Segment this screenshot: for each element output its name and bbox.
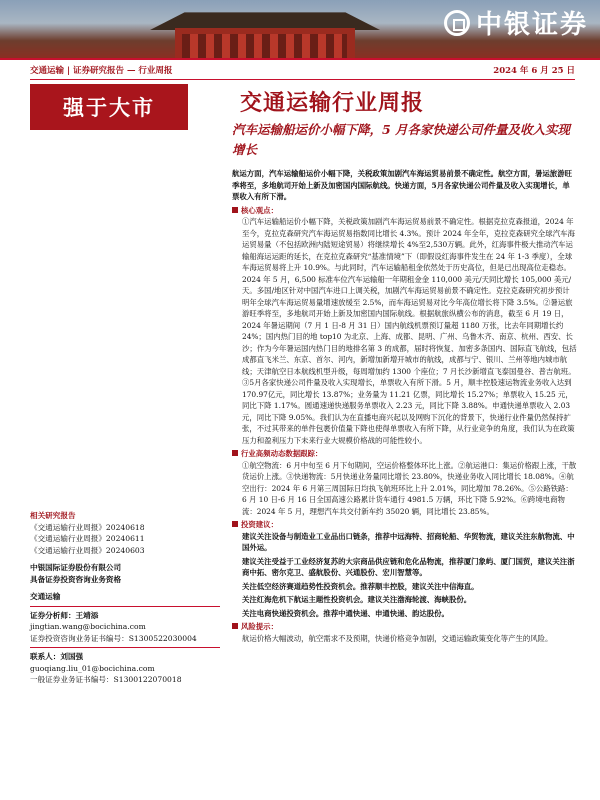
report-date: 2024 年 6 月 25 日 bbox=[493, 66, 575, 76]
company-logo bbox=[444, 4, 588, 41]
related-report-link[interactable]: 《交通运输行业周报》20240618 bbox=[30, 522, 145, 532]
invest-item: 关注红海危机下航运主题性投资机会。建议关注渤海轮渡、海峡股份。 bbox=[242, 595, 472, 604]
analyst-email[interactable]: jingtian.wang@bocichina.com bbox=[30, 622, 146, 631]
analyst-cert: 证券投资咨询业务证书编号：S1300522030004 bbox=[30, 633, 197, 643]
core-paragraph: ①汽车运输船运价小幅下降，关税政策加剧汽车海运贸易前景不确定性。根据克拉克森报道，2024 年至今，克拉克森研究汽车海运贸易指数同比增长 4.3%。预计 2024 年全年，克拉克森研究全球汽车海运贸易量（不包括欧洲内陆短途贸易）将继续增长 4%至2,530万辆。此外，红海事件极大推动汽车运输船海运运距的延长，在克拉克森研究“基准情境”下（即假设红海事件发生在 24 年 1-3 季度），全球车海运贸易将上升 10.9%。与此同时，汽车运输船租金依然处于历史高位，但是已出现高位走稳态。2024 年 5 月，6,500 标准车位汽车运输船一年期租金金 110,000 美元/天同比增长 105,000 美元/天。多国/地区针对中国汽车进口上调关税，加剧汽车海运贸易前景不确定性。克拉克森研究初步预计明年全球汽车海运贸易量增速放缓至 2.5%，而车海运贸易对比今年高位增长将下降 3.5%。②暑运旅游旺季将至，多地航司开始上新及加密国内国际航线。根据航旅纵横公布的消息，截至 6 月 19 日，2024 年暑运期间（7 月 1 日-8 月 31 日）国内航线机票预订量超 1180 万张，比去年同期增长约 24%；国内热门目的地 top10 为北京、上海、成都、昆明、广州、乌鲁木齐、南京、杭州、西安、长沙；作为今年暑运国内热门目的地排名第 3 的成都，届时将恢复、加密多条国内、国际直飞航线，包括成都直飞米兰、东京、首尔、河内，新增加新增开城市的航线，成都与宁、银川、兰州等地内城市航线；天津航空日本航线机型升级，每周增加约 1300 个座位；7 月长沙新增直飞泰国曼谷、普吉航班。③5月各家快递公司件量及收入实现增长，单票收入有所下滑。5 月，顺丰控股速运物流业务收入达到 170.97亿元，同比增长 13.87%；业务量为 11.21 亿票，同比增长 15.27%；单票收入 15.25 元，同比下降 1.17%。圆通速递快递服务单票收入 2.23 元，同比下降 3.88%。申通快递单票收入 2.03 元，同比下降 9.05%。我们认为在直播电商兴起以及网购下沉化的背景下，快递行业件量仍然保持扩张，不过其带来的单件包裹价值量下降也使得单票收入有所下降，从行业竞争的角度，我们认为在政策压力和盈利压力下未来行业大规模价格战的可能性较小。 bbox=[242, 217, 577, 445]
section-bullet-icon bbox=[232, 207, 238, 213]
related-reports-title: 相关研究报告 bbox=[30, 511, 76, 520]
sector-label: 交通运输 bbox=[30, 592, 61, 601]
summary-paragraph: 航运方面，汽车运输船运价小幅下降，关税政策加剧汽车海运贸易前景不确定性。航空方面，暑运旅游旺季将至，多地航司开始上新及加密国内国际航线。快递方面，5月各家快递公司件量及收入实现增长，单票收入有所下滑。 bbox=[232, 169, 572, 201]
breadcrumb: 交通运输 | 证券研究报告 — 行业周报 bbox=[30, 66, 173, 76]
page-title: 交通运输行业周报 bbox=[240, 90, 425, 116]
boc-logo-icon bbox=[444, 10, 470, 36]
invest-item: 关注低空经济赛道趋势性投资机会。推荐顺丰控股，建议关注中信海直。 bbox=[242, 581, 479, 591]
analyst-name: 证券分析师：王靖添 bbox=[30, 610, 99, 620]
risk-section-title: 风险提示： bbox=[232, 621, 577, 633]
invest-item: 关注电商快递投资机会。推荐中通快递、申通快递、韵达股份。 bbox=[242, 608, 449, 618]
invest-item: 建议关注受益于工业经济复苏的大宗商品供应链和危化品物流，推荐厦门象屿、厦门国贸，建议关注浙商中拓、密尔克卫、盛航股份、兴通股份、宏川智慧等。 bbox=[242, 556, 575, 577]
risk-paragraph: 航运价格大幅波动，航空需求不及预期，快递价格竞争加剧，交通运输政策变化等产生的风险。 bbox=[242, 633, 553, 643]
sub-header bbox=[30, 64, 575, 80]
related-report-link[interactable]: 《交通运输行业周报》20240611 bbox=[30, 534, 145, 543]
contact-email[interactable]: guoqiang.liu_01@bocichina.com bbox=[30, 663, 155, 673]
contact-name: 联系人：刘国强 bbox=[30, 652, 84, 661]
section-bullet-icon bbox=[232, 623, 238, 629]
left-sidebar bbox=[30, 510, 220, 686]
company-qualification: 具备证券投资咨询业务资格 bbox=[30, 574, 122, 584]
core-section-title: 核心观点： bbox=[232, 205, 577, 217]
invest-section-title: 投资建议： bbox=[232, 519, 577, 531]
section-bullet-icon bbox=[232, 450, 238, 456]
header-banner bbox=[0, 0, 600, 58]
tracking-paragraph: ①航空物流：6 月中旬至 6 月下旬期间，空运价格整体环比上涨。②航运港口：集运价格跟上涨，干散货运价上涨。③快递物流：5月快递业务量同比增长 23.80%，快递业务收入同比增长 18.08%。④航空出行：2024 年 6 月第三周国际日均执飞航班环比上升 2.01%，同比增加 78.26%。⑤公路铁路：6 月 10 日-6 月 16 日全国高速公路累计货车通行 4981.5 万辆，环比下降 5.92%。⑥跨境电商物流：2024 年 5 月，理想汽车共交付新车约 35020 辆，同比增长 23.85%。 bbox=[242, 460, 577, 516]
related-report-link[interactable]: 《交通运输行业周报》20240603 bbox=[30, 545, 145, 555]
header-divider bbox=[0, 58, 600, 60]
section-bullet-icon bbox=[232, 521, 238, 527]
tracking-section-title: 行业高频动态数据跟踪： bbox=[232, 448, 577, 460]
palace-roof bbox=[150, 8, 380, 30]
page-subtitle: 汽车运输船运价小幅下降，5 月各家快递公司件量及收入实现增长 bbox=[232, 122, 571, 157]
palace-columns bbox=[182, 34, 347, 58]
contact-cert: 一般证券业务证书编号：S1300122070018 bbox=[30, 675, 182, 684]
report-body bbox=[232, 168, 577, 646]
invest-item: 建议关注设备与制造业工业品出口链条，推荐中远海特、招商轮船、华贸物流，建议关注东航物流、中国外运。 bbox=[242, 531, 575, 552]
logo-text: 中银证券 bbox=[475, 10, 588, 40]
company-name: 中银国际证券股份有限公司 bbox=[30, 563, 122, 572]
rating-badge: 强于大市 bbox=[30, 84, 188, 130]
